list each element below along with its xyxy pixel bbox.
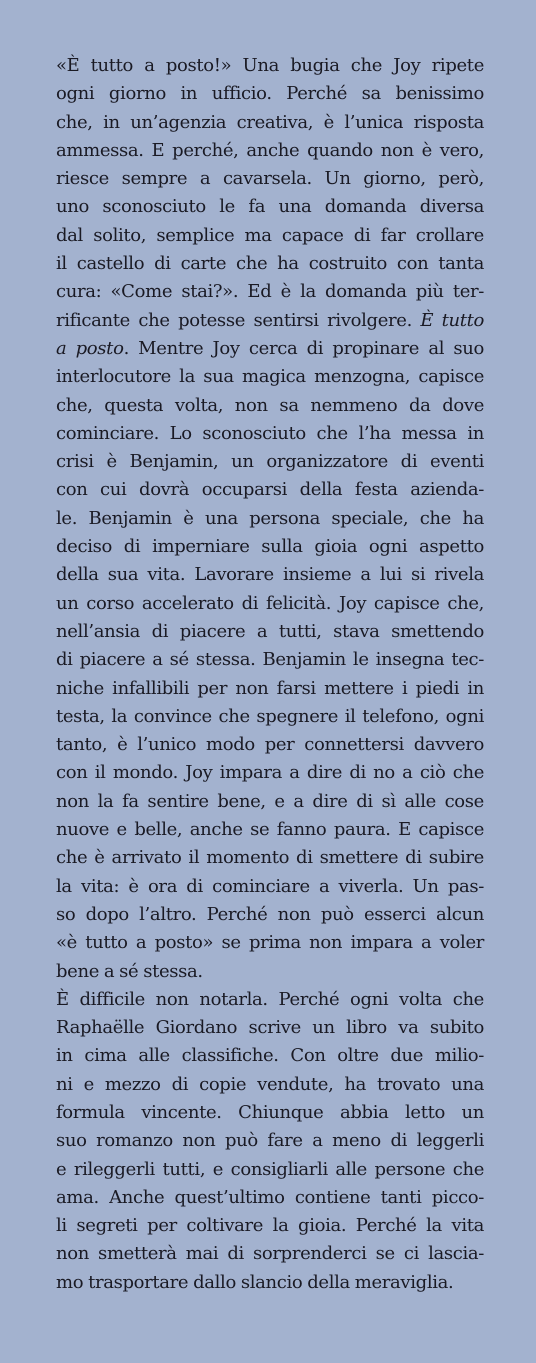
- text-line: nuove e belle, anche se fanno paura. E capisce: [56, 819, 484, 841]
- text-segment: . Mentre Joy cerca di propinare al suo: [123, 337, 484, 359]
- text-line: [56, 335, 484, 363]
- book-title-italic: È tutto: [420, 309, 485, 331]
- text-line: ama. Anche quest’ultimo contiene tanti picco-: [56, 1186, 484, 1208]
- text-segment: rificante che potesse sentirsi rivolgere.: [56, 309, 421, 331]
- text-line: li segreti per coltivare la gioia. Perché la vita: [56, 1215, 484, 1237]
- text-line: formula vincente. Chiunque abbia letto un: [56, 1101, 484, 1123]
- text-line: niche infallibili per non farsi mettere i piedi in: [56, 677, 484, 699]
- text-line: in cima alle classifiche. Con oltre due milio-: [56, 1045, 484, 1067]
- text-line: dal solito, semplice ma capace di far crollare: [56, 224, 484, 246]
- text-line: un corso accelerato di felicità. Joy capisce che,: [56, 592, 484, 614]
- text-line: ni e mezzo di copie vendute, ha trovato una: [56, 1073, 484, 1095]
- text-line: che, in un’agenzia creativa, è l’unica risposta: [56, 111, 484, 133]
- text-line: le. Benjamin è una persona speciale, che ha: [56, 507, 484, 529]
- text-line: la vita: è ora di cominciare a viverla. Un pas-: [56, 875, 484, 897]
- text-line: cominciare. Lo sconosciuto che l’ha messa in: [56, 422, 484, 444]
- text-line: nell’ansia di piacere a tutti, stava smettendo: [56, 620, 484, 642]
- synopsis-text: [56, 52, 484, 1297]
- text-line: crisi è Benjamin, un organizzatore di eventi: [56, 451, 484, 473]
- text-line: tanto, è l’unico modo per connettersi davvero: [56, 734, 484, 756]
- text-line: il castello di carte che ha costruito con tanta: [56, 253, 484, 275]
- text-line: non smetterà mai di sorprenderci se ci lascia-: [56, 1243, 484, 1265]
- text-line: mo trasportare dallo slancio della meraviglia.: [56, 1271, 454, 1293]
- text-line: deciso di imperniare sulla gioia ogni aspetto: [56, 536, 484, 558]
- text-line: che è arrivato il momento di smettere di subire: [56, 847, 484, 869]
- text-line: È difficile non notarla. Perché ogni volta che: [56, 988, 484, 1010]
- text-line: Raphaëlle Giordano scrive un libro va subito: [56, 1017, 484, 1039]
- text-line: riesce sempre a cavarsela. Un giorno, però,: [56, 168, 484, 190]
- text-line: so dopo l’altro. Perché non può esserci alcun: [56, 903, 484, 925]
- text-line: ammessa. E perché, anche quando non è vero,: [56, 139, 484, 161]
- text-line: «È tutto a posto!» Una bugia che Joy ripete: [56, 55, 484, 76]
- text-line: interlocutore la sua magica menzogna, capisce: [56, 366, 484, 388]
- text-line: della sua vita. Lavorare insieme a lui si rivela: [56, 564, 484, 586]
- text-line: con il mondo. Joy impara a dire di no a ciò che: [56, 762, 484, 784]
- text-line: testa, la convince che spegnere il telefono, ogni: [56, 705, 484, 727]
- text-line: con cui dovrà occuparsi della festa azienda-: [56, 479, 484, 501]
- text-line: suo romanzo non può fare a meno di leggerli: [56, 1130, 484, 1152]
- text-line: «è tutto a posto» se prima non impara a voler: [56, 932, 484, 954]
- text-line: di piacere a sé stessa. Benjamin le insegna tec-: [56, 649, 484, 671]
- book-title-italic: a posto: [56, 337, 124, 359]
- text-line: ogni giorno in ufficio. Perché sa benissimo: [56, 83, 484, 105]
- text-line: cura: «Come stai?». Ed è la domanda più ter-: [56, 281, 484, 303]
- text-line: non la fa sentire bene, e a dire di sì alle cose: [56, 790, 484, 812]
- text-line: bene a sé stessa.: [56, 960, 203, 982]
- text-line: e rileggerli tutti, e consigliarli alle persone che: [56, 1158, 484, 1180]
- text-line: [56, 307, 484, 335]
- text-line: che, questa volta, non sa nemmeno da dove: [56, 394, 484, 416]
- text-line: uno sconosciuto le fa una domanda diversa: [56, 196, 484, 218]
